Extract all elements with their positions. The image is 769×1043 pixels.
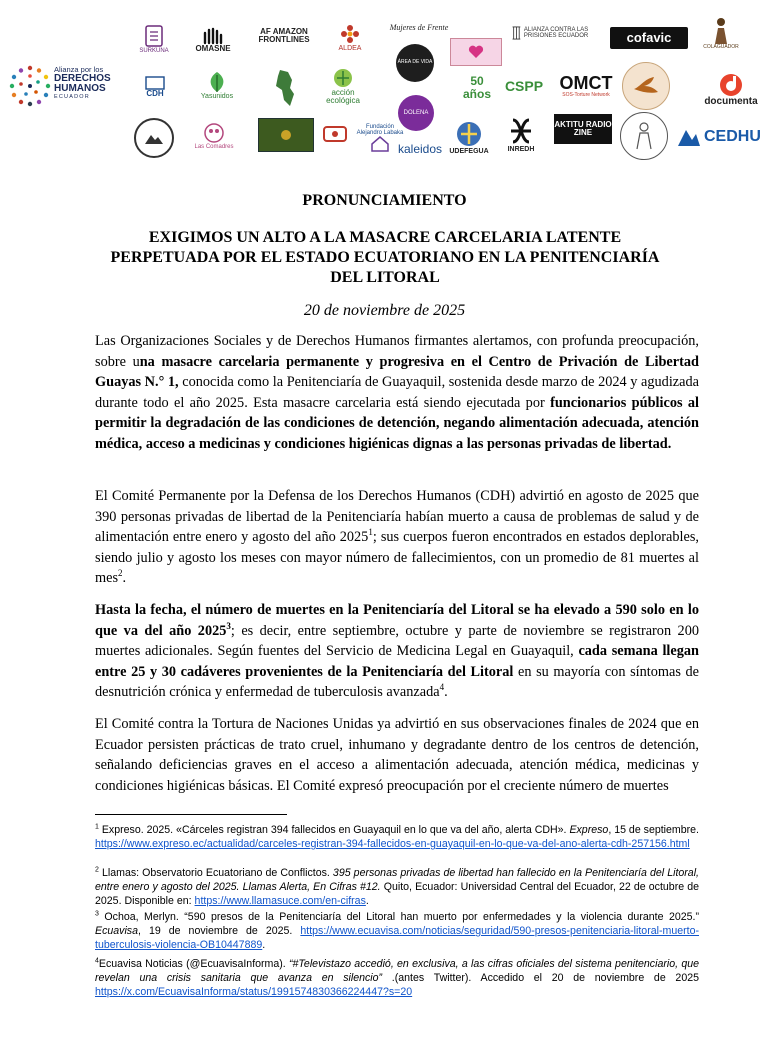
footnote-2-number: 2 <box>95 866 99 874</box>
logo-dolena <box>398 95 434 131</box>
logo-map-figure <box>268 66 302 110</box>
paragraph-2 <box>95 486 699 589</box>
footnote-2-title: 395 personas privadas de libertad han fallecido en la Penitenciaría del Litoral, entre enero y agosto del 2025. Llamas Alerta, En Cifras #12. <box>95 867 699 894</box>
footnote-1-text-c: , 15 de septiembre. <box>608 824 700 836</box>
omct-label: OMCT <box>559 72 613 93</box>
mountain-icon <box>144 131 164 145</box>
footnote-1-number: 1 <box>95 823 99 831</box>
paragraph-4: El Comité contra la Tortura de Naciones Unidas ya advirtió en sus observaciones finales de 2024 que en Ecuador persisten prácticas de trato cruel, inhumano y degradante dentro de los centros de detención, señalando deficiencias graves en el acceso a alimentación adecuada, atención médica, medicinas y condiciones higiénicas básicas. El Comité expresó preocupación por el creciente número de muertes <box>95 716 699 794</box>
footnote-3-link[interactable]: https://www.ecuavisa.com/noticias/seguridad/590-presos-penitenciaria-litoral-muerto-tuberculosis-violencia-OB10447889 <box>95 925 699 952</box>
alianza-contra-prisiones-label: ALIANZA CONTRA LAS PRISIONES ECUADOR <box>523 26 589 39</box>
document-heading: PRONUNCIAMIENTO <box>302 192 467 209</box>
footnote-ref-4[interactable]: 4 <box>439 682 445 693</box>
50-anos-label: 50 años <box>462 74 491 101</box>
logo-cedhu <box>676 120 764 154</box>
cdh-emblem-icon <box>145 76 165 90</box>
inredh-label: INREDH <box>507 146 535 154</box>
logo-aktitu <box>554 114 612 144</box>
dolena-label: DOLENA <box>403 109 429 116</box>
p2-text-a: El Comité Permanente por la Defensa de los Derechos Humanos (CDH) advirtió en agosto de 2025 que 390 personas privadas de libertad de la Penitenciaría habían muerto a causa de problemas de salud y de alimentación entre enero y agosto del año 2025 <box>95 488 699 546</box>
footnote-2 <box>95 866 699 908</box>
cedhu-label: CEDHU <box>704 127 761 145</box>
footnote-2-text-c: Quito, Ecuador: Universidad Central del Ecuador, 22 de octubre de 2025. Disponible en: <box>95 881 699 908</box>
logo-round-badge <box>622 62 670 110</box>
p1-text-a: Las Organizaciones Sociales y de Derechos Humanos firmantes alertamos, con profunda preocupación, sobre u <box>95 333 699 370</box>
dove-icon <box>632 75 660 97</box>
logo-colaguador <box>700 14 742 54</box>
omasne-hand-icon <box>201 27 225 45</box>
comadres-icon <box>203 122 225 144</box>
logo-accion-ecologica <box>320 62 366 110</box>
footnote-1-link[interactable]: https://www.expreso.ec/actualidad/carceles-registran-394-fallecidos-en-guayaquil-en-lo-que-va-del-ano-alerta-cdh-257156.html <box>95 838 690 851</box>
logo-kaleidos <box>394 136 446 162</box>
inredh-knot-icon <box>507 116 535 146</box>
logo-las-comadres <box>188 114 240 158</box>
footnote-3-text-a: Ochoa, Merlyn. “590 presos de la Penitenciaría del Litoral han muerto por enfermedades y la violencia durante 2025.” <box>98 911 699 923</box>
footnote-ref-2[interactable]: 2 <box>118 568 123 579</box>
cspp-label: CSPP <box>504 77 544 94</box>
footnote-3-text-c: , 19 de noviembre de 2025. <box>138 925 301 938</box>
document-headline: EXIGIMOS UN ALTO A LA MASACRE CARCELARIA LATENTE PERPETUADA POR EL ESTADO ECUATORIANO EN LA PENITENCIARÍA DEL LITORAL <box>110 229 660 286</box>
yasunidos-label: Yasunidos <box>200 93 234 101</box>
aldea-flower-icon <box>339 23 361 45</box>
alejandro-labaka-label: Fundación Alejandro Labaka <box>356 123 404 136</box>
footnote-1 <box>95 823 699 851</box>
p3-text-d: en su mayoría con síntomas de desnutrición crónica y enfermedad de tuberculosis avanzada <box>95 663 699 701</box>
logo-green-banner <box>258 118 314 152</box>
cedhu-icon <box>676 126 702 148</box>
alianza-logo <box>6 58 116 114</box>
red-mark-icon <box>323 126 347 142</box>
logo-documenta <box>702 70 760 110</box>
footnote-4-text-c: .(antes Twitter). Accedido el 20 de noviembre de 2025 <box>382 972 699 985</box>
aldea-label: ALDEA <box>338 45 362 53</box>
alianza-dots-icon <box>6 62 54 110</box>
footnote-ref-3[interactable]: 3 <box>226 620 231 631</box>
accion-ecologica-icon <box>332 67 354 89</box>
las-comadres-label: Las Comadres <box>194 143 234 150</box>
logo-omct <box>555 68 617 104</box>
alianza-line1: Alianza por los <box>54 65 104 74</box>
green-banner-emblem-icon <box>279 128 293 142</box>
logo-inredh <box>500 110 542 160</box>
paragraph-3 <box>95 600 699 703</box>
logo-cdh <box>138 70 172 104</box>
cofavic-label: cofavic <box>626 30 672 46</box>
logo-cspp <box>500 70 548 102</box>
footnote-4-quote: “#Televistazo accedió, en exclusiva, a las cifras oficiales del sistema penitenciario, que revelan una crisis sanitaria que avanza en silencio” <box>95 958 700 985</box>
logo-aldea <box>330 16 370 60</box>
document-date: 20 de noviembre de 2025 <box>303 302 466 319</box>
p3-text-c: cada semana llegan entre 25 y 30 cadáveres provenientes de la Penitenciaría del Litoral <box>95 643 699 680</box>
footnote-ref-1[interactable]: 1 <box>368 527 373 538</box>
p1-text-b: na masacre carcelaria permanente y progresiva en el Centro de Privación de Libertad Guayas N.° 1, <box>95 353 699 391</box>
omasne-label: OMASNE <box>195 43 231 53</box>
footnote-1-text-a: Expreso. 2025. «Cárceles registran 394 fallecidos en Guayaquil en lo que va del año, alerta CDH». <box>98 824 570 836</box>
footnote-4-link[interactable]: https://x.com/EcuavisaInforma/status/1991574830366224447?s=20 <box>95 986 413 999</box>
figure-icon <box>712 17 730 45</box>
footnote-3-text-d: . <box>262 939 266 952</box>
p3-text-b: ; es decir, entre septiembre, octubre y parte de noviembre se registraron 200 muertes adicionales. Según fuentes del Servicio de Medicina Legal en Guayaquil, <box>95 622 699 660</box>
logo-surkuna <box>136 18 172 60</box>
logo-cofavic <box>610 27 688 49</box>
surkuna-label: SURKUNA <box>139 47 169 54</box>
surkuna-emblem-icon <box>144 24 164 48</box>
logo-banner <box>0 0 769 175</box>
p3-text-a: Hasta la fecha, el número de muertes en la Penitenciaría del Litoral se ha elevado a 590 solo en lo que va del año 2025 <box>95 602 699 639</box>
logo-mujeres-de-frente <box>388 20 450 36</box>
p1-text-c: conocida como la Penitenciaría de Guayaquil, sostenida desde marzo de 2024 y agudizada durante todo el año 2025. Esta masacre carcelaria está siendo ejecutada por <box>95 374 699 411</box>
alianza-line3: HUMANOS <box>54 83 106 95</box>
p3-text-e: . <box>444 684 448 701</box>
logo-pink-badge <box>450 38 502 66</box>
area-de-vida-label: ÁREA DE VIDA <box>397 59 433 66</box>
prison-bars-icon <box>512 20 521 46</box>
footnote-2-text-a: Llamas: Observatorio Ecuatoriano de Conflictos. <box>98 867 333 879</box>
colaguador-label: COLAGUADOR <box>703 44 739 51</box>
amazon-frontlines-label: AF AMAZON FRONTLINES <box>258 26 310 44</box>
heart-icon <box>468 45 484 59</box>
map-silhouette-icon <box>272 68 298 108</box>
footnote-2-link[interactable]: https://www.llamasuce.com/en-cifras <box>194 895 366 908</box>
documenta-label: documenta <box>704 95 758 107</box>
footnote-1-source: Expreso <box>569 824 609 836</box>
house-icon <box>370 136 390 152</box>
p2-text-c: . <box>122 570 127 587</box>
omct-subtitle: SOS-Torture Network <box>562 91 610 98</box>
logo-seal <box>620 112 668 160</box>
logo-50-anos <box>456 72 498 104</box>
logo-circle-emblem <box>134 118 174 158</box>
footnote-3-number: 3 <box>95 910 99 918</box>
logo-area-de-vida <box>396 44 434 82</box>
paragraph-1 <box>95 331 699 455</box>
seal-figure-icon <box>632 121 656 151</box>
kaleidos-label: kaleidos <box>397 141 443 156</box>
udefegua-label: UDEFEGUA <box>449 148 489 156</box>
alianza-line4: ECUADOR <box>54 93 90 100</box>
logo-yasunidos <box>196 66 238 106</box>
logo-omasne <box>193 20 233 60</box>
cdh-label: CDH <box>146 88 164 98</box>
footnote-separator <box>95 814 287 815</box>
footnote-3-source: Ecuavisa <box>95 925 138 938</box>
p1-text-d: funcionarios públicos al permitir la degradación de las condiciones de detención, negando alimentación adecuada, atención médica, acceso a medicinas y condiciones higiénicas dignas a las personas privadas de libertad. <box>95 394 699 452</box>
footnote-4-number: 4 <box>95 957 99 965</box>
documenta-icon <box>719 73 743 97</box>
logo-udefegua <box>448 114 490 162</box>
accion-ecologica-label: acción ecológica <box>326 87 360 105</box>
p2-text-b: ; sus cuerpos fueron encontrados en estados deplorables, siendo julio y agosto los meses con mayor número de fallecimientos, con un promedio de 81 muertes al mes <box>95 529 699 587</box>
logo-amazon-frontlines <box>250 23 318 49</box>
logo-red-mark <box>320 122 350 146</box>
footnote-4-text-a: Ecuavisa Noticias (@EcuavisaInforma). <box>98 958 290 970</box>
mujeres-de-frente-label: Mujeres de Frente <box>389 22 449 32</box>
footnote-4 <box>95 957 699 999</box>
footnote-2-text-d: . <box>365 895 369 908</box>
footnote-3 <box>95 910 699 952</box>
yasunidos-leaf-icon <box>205 71 229 93</box>
aktitu-label: AKTITU RADIO ZINE <box>554 119 612 137</box>
udefegua-icon <box>455 120 483 148</box>
alianza-line2: DERECHOS <box>54 72 111 84</box>
logo-alianza-contra-prisiones <box>512 18 596 48</box>
